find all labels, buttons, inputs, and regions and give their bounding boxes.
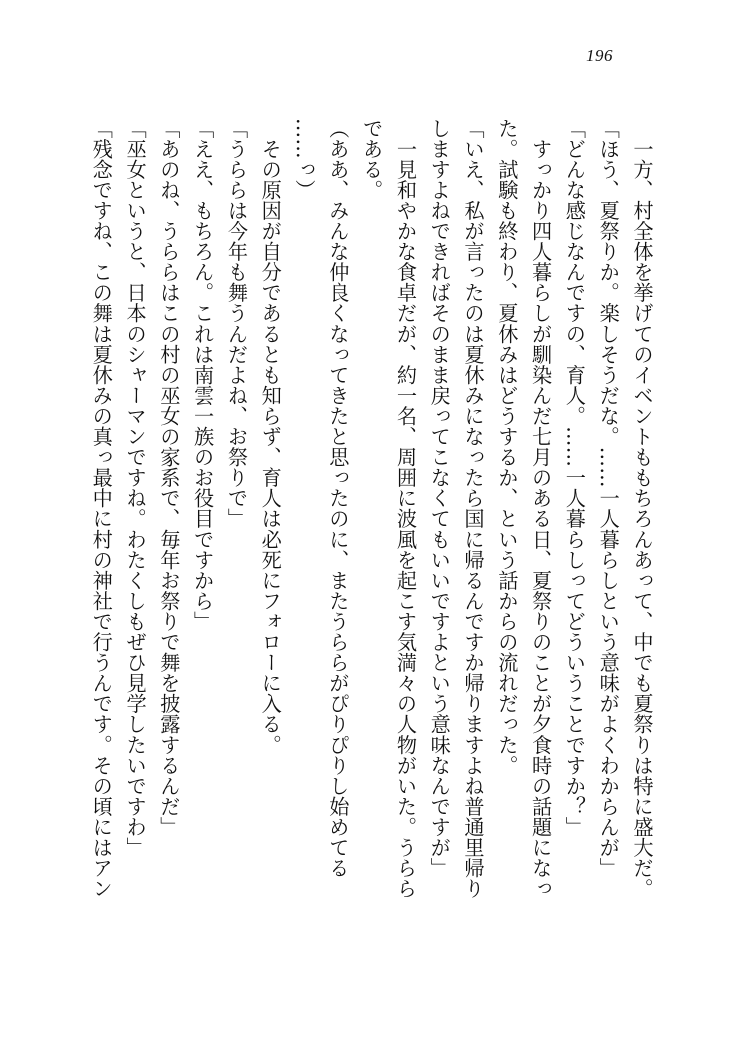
text-line: 「残念ですね、この舞は夏休みの真っ最中に村の神社で行うんです。その頃にはアン bbox=[89, 118, 114, 899]
text-line: その原因が自分であるとも知らず、育人は必死にフォローに入る。 bbox=[258, 118, 283, 756]
text-line: た。試験も終わり、夏休みはどうするか、という話からの流れだった。 bbox=[494, 118, 519, 776]
text-line: 「あのね、うららはこの村の巫女の家系で、毎年お祭りで舞を披露するんだ」 bbox=[156, 118, 181, 838]
text-line: （ああ、みんな仲良くなってきたと思ったのに、またうららがぴりぴりし始めてる bbox=[325, 118, 350, 879]
text-line: ……っ） bbox=[292, 118, 317, 201]
text-line: 一方、村全体を挙げてのイベントももちろんあって、中でも夏祭りは特に盛大だ。 bbox=[630, 118, 654, 899]
text-line: である。 bbox=[359, 118, 384, 201]
text-line: すっかり四人暮らしが馴染んだ七月のある日、夏祭りのことが夕食時の話題になっ bbox=[528, 118, 553, 899]
page-number: 196 bbox=[586, 46, 613, 65]
text-line: 「ええ、もちろん。これは南雲一族のお役目ですから」 bbox=[190, 118, 215, 632]
text-line: 「巫女というと、日本のシャーマンですね。わたくしもぜひ見学したいですわ」 bbox=[123, 118, 148, 858]
text-line: 「うららは今年も舞うんだよね、お祭りで」 bbox=[224, 118, 249, 529]
text-line: 「どんな感じなんですの、育人。……一人暮らしってどういうことですか？」 bbox=[562, 118, 587, 838]
novel-text-block bbox=[58, 118, 658, 948]
text-line: 「いえ、私が言ったのは夏休みになったら国に帰るんですか帰りますよね普通里帰り bbox=[461, 118, 486, 899]
text-line: しますよねできればそのまま戻ってこなくてもいいですよという意味なんですが」 bbox=[427, 118, 452, 879]
text-line: 一見和やかな食卓だが、約一名、周囲に波風を起こす気満々の人物がいた。うらら bbox=[393, 118, 418, 899]
text-line: 「ほう、夏祭りか。楽しそうだな。……一人暮らしという意味がよくわからんが」 bbox=[596, 118, 621, 879]
